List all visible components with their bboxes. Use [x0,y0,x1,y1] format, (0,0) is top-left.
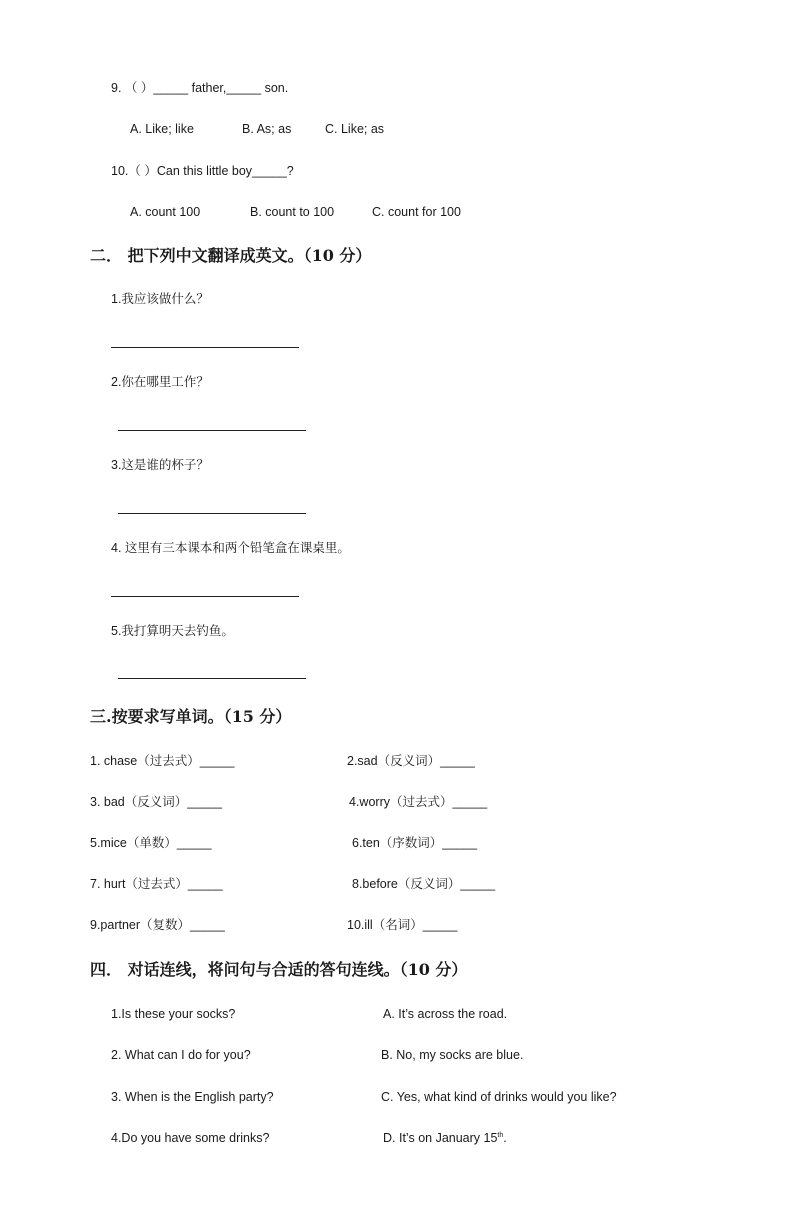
match-answer-d [383,1132,507,1145]
question-9: 9. （ ）_____ father,_____ son. [111,81,289,95]
match-answer-d-text: D. It’s on January 15 [383,1131,498,1145]
translate-item-5: 5.我打算明天去钓鱼。 [111,624,234,638]
q10-option-b: B. count to 100 [250,205,335,219]
translate-item-1: 1.我应该做什么？ [111,292,209,306]
answer-line-4[interactable] [111,596,299,597]
translate-item-4: 4. 这里有三本课本和两个铅笔盒在课桌里。 [111,541,350,555]
answer-line-2[interactable] [118,430,306,431]
match-question-4: 4.Do you have some drinks? [111,1131,270,1145]
match-question-1: 1.Is these your socks? [111,1007,236,1021]
q10-option-c: C. count for 100 [372,205,461,219]
match-answer-c: C. Yes, what kind of drinks would you like? [381,1090,617,1104]
word-item-1: 1. chase（过去式）_____ [90,754,235,768]
match-answer-a: A. It’s across the road. [383,1007,508,1021]
ordinal-suffix: th [497,1131,504,1139]
match-question-3: 3. When is the English party? [111,1090,274,1104]
question-10: 10.（ ）Can this little boy_____? [111,164,294,178]
word-item-8: 8.before（反义词）_____ [352,877,496,891]
word-item-9: 9.partner（复数）_____ [90,918,225,932]
word-item-5: 5.mice（单数）_____ [90,836,212,850]
word-item-3: 3. bad（反义词）_____ [90,795,223,809]
word-item-4: 4.worry（过去式）_____ [349,795,488,809]
word-item-10: 10.ill（名词）_____ [347,918,458,932]
translate-item-3: 3.这是谁的杯子？ [111,458,209,472]
q9-option-a: A. Like; like [130,122,194,136]
match-answer-d-end: . [503,1131,507,1145]
section4-heading: 四． 对话连线，将问句与合适的答句连线。（10 分） [90,960,468,979]
translate-item-2: 2.你在哪里工作？ [111,375,209,389]
answer-line-3[interactable] [118,513,306,514]
section2-heading: 二． 把下列中文翻译成英文。（10 分） [90,246,372,265]
q9-option-b: B. As; as [242,122,292,136]
match-answer-b: B. No, my socks are blue. [381,1048,524,1062]
section3-heading: 三.按要求写单词。（15 分） [90,707,292,726]
answer-line-1[interactable] [111,347,299,348]
word-item-6: 6.ten（序数词）_____ [352,836,478,850]
match-question-2: 2. What can I do for you? [111,1048,251,1062]
word-item-7: 7. hurt（过去式）_____ [90,877,223,891]
q10-option-a: A. count 100 [130,205,201,219]
answer-line-5[interactable] [118,678,306,679]
q9-option-c: C. Like; as [325,122,385,136]
word-item-2: 2.sad（反义词）_____ [347,754,475,768]
